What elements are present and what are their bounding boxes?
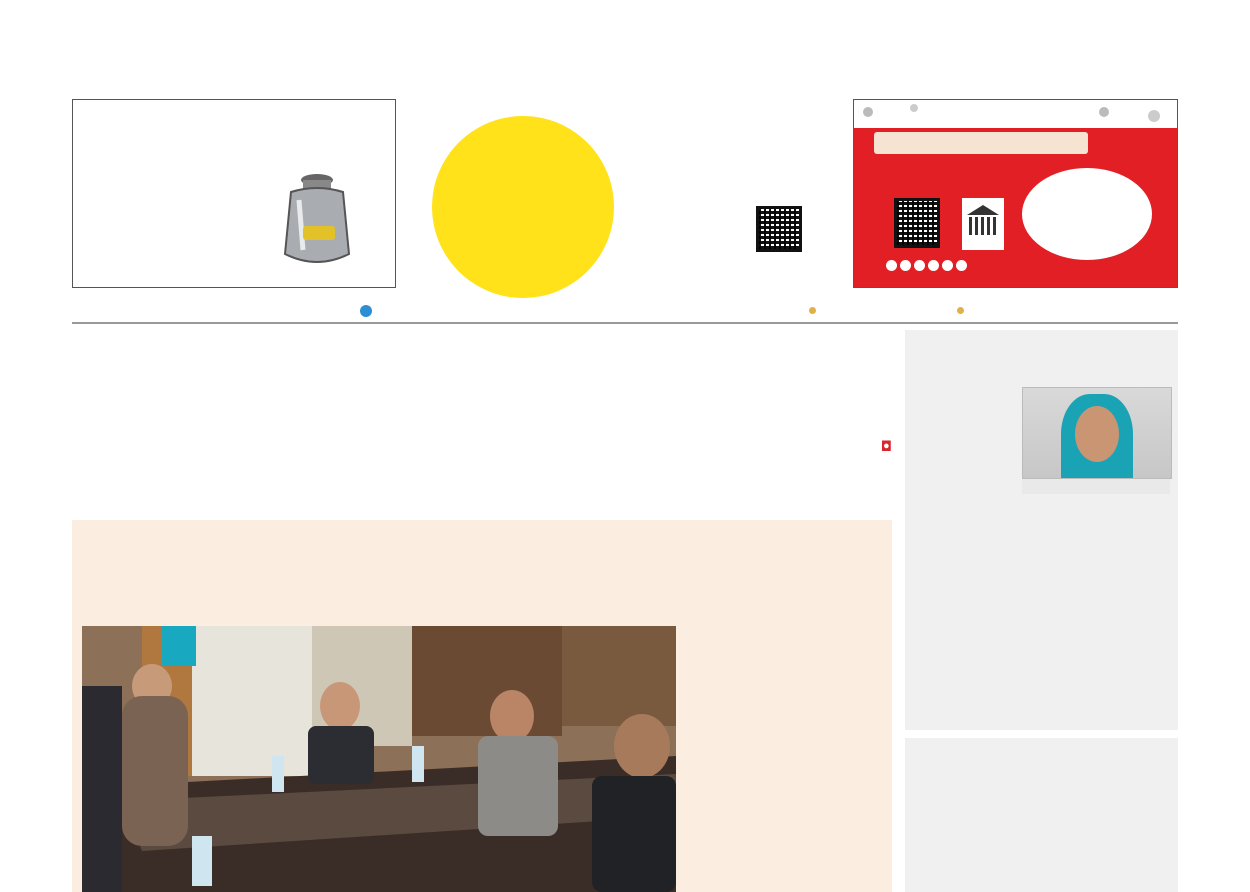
golha-slogan <box>874 132 1088 154</box>
carpet-body <box>913 834 1171 892</box>
unesco-icon <box>962 198 1004 250</box>
spice-pattern <box>854 100 1177 130</box>
aparat-icon[interactable] <box>900 260 911 271</box>
golha-logo-badge <box>1022 168 1152 260</box>
author-caption <box>1022 479 1170 494</box>
golha-qr-code[interactable] <box>894 198 940 248</box>
youtube-icon[interactable] <box>942 260 953 271</box>
instagram-icon[interactable] <box>886 260 897 271</box>
golha-red-panel <box>854 128 1177 288</box>
masthead-qr-code[interactable] <box>756 206 802 252</box>
fashion-body-bottom <box>913 502 1171 698</box>
linkedin-icon[interactable] <box>956 260 967 271</box>
fashion-body-top <box>913 384 1018 502</box>
main-lead: ◘ <box>880 439 892 455</box>
email-icon[interactable] <box>928 260 939 271</box>
date-dot <box>957 304 964 317</box>
issue-info-bar <box>72 300 1178 324</box>
press-conference-photo <box>82 626 676 892</box>
telegram-icon <box>360 305 372 317</box>
instagram-handle[interactable] <box>360 304 372 317</box>
asia-logo <box>440 62 740 302</box>
dizi-pot-icon <box>269 170 365 280</box>
golha-ad[interactable] <box>853 99 1178 288</box>
author-photo <box>1022 387 1172 479</box>
telegram-icon[interactable] <box>914 260 925 271</box>
volume-dot <box>809 304 816 317</box>
izifood-ad[interactable] <box>72 99 396 288</box>
